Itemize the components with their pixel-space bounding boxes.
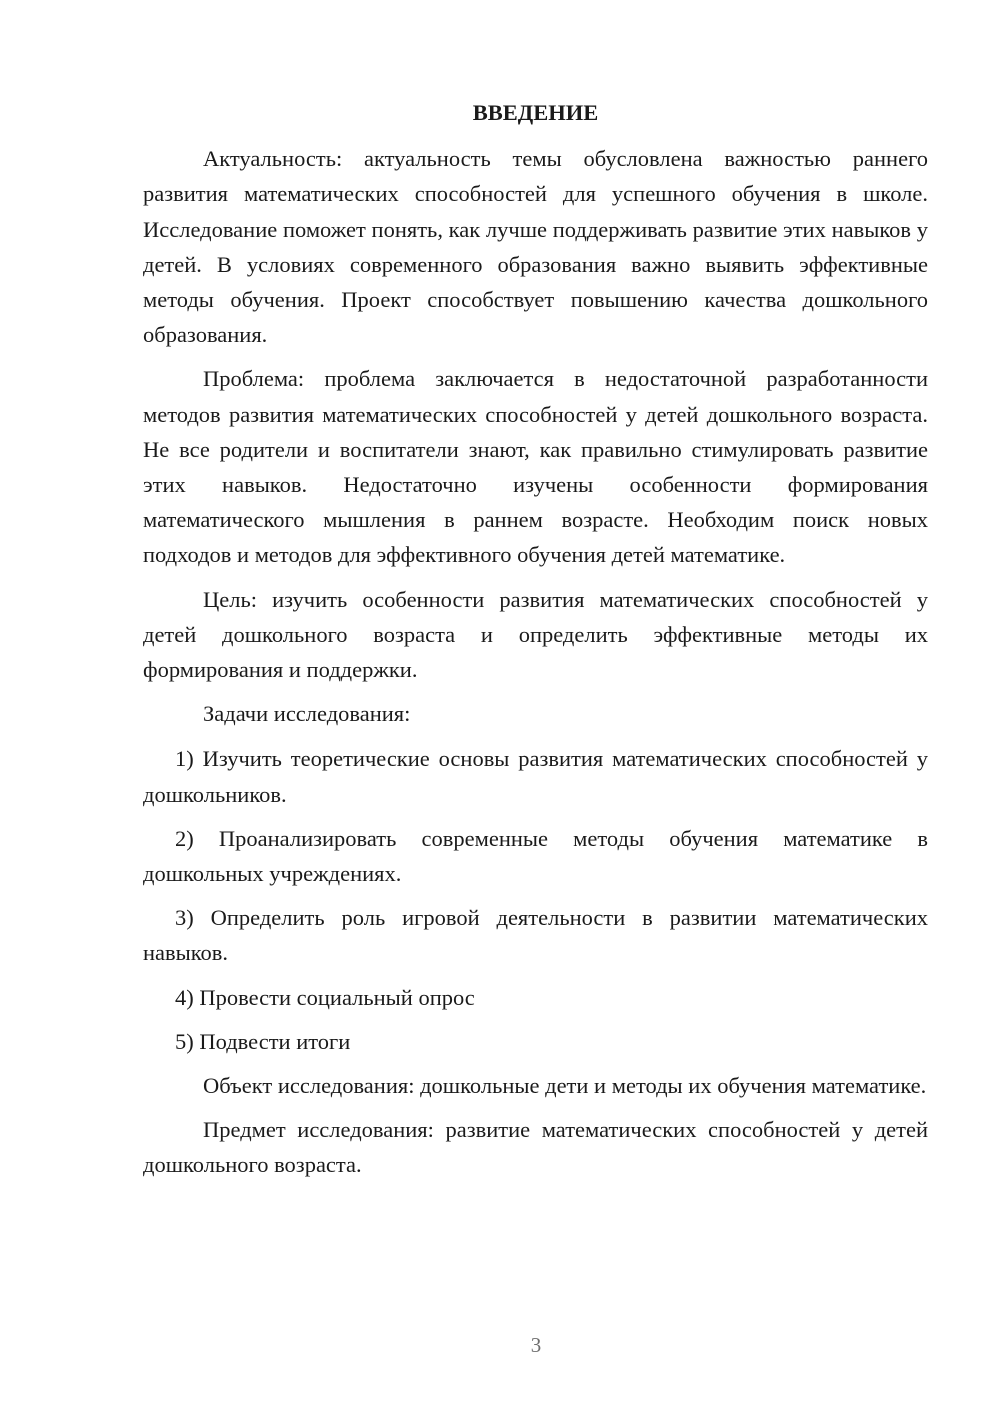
subject-paragraph: Предмет исследования: развитие математических способностей у детей дошкольного возраста.: [143, 1117, 928, 1178]
task-item: 5) Подвести итоги: [175, 1028, 351, 1054]
page-title: ВВЕДЕНИЕ: [472, 100, 599, 125]
page-number: 3: [530, 1333, 542, 1357]
problem-paragraph: Проблема: проблема заключается в недостаточной разработанности методов развития математических способностей у детей дошкольного возраста. Не все родители и воспитатели знают, как правильно стимулировать развитие этих навыков. Недостаточно изучены особенности формирования математического мышления в раннем возрасте. Необходим поиск новых подходов и методов для эффективного обучения детей математике.: [143, 366, 928, 568]
task-item: 4) Провести социальный опрос: [175, 984, 475, 1010]
goal-paragraph: Цель: изучить особенности развития математических способностей у детей дошкольного возраста и определить эффективные методы их формирования и поддержки.: [143, 586, 928, 683]
document-page: [143, 95, 928, 1192]
tasks-heading: Задачи исследования:: [203, 701, 411, 727]
task-item: 1) Изучить теоретические основы развития математических способностей у дошкольников.: [143, 746, 928, 807]
relevance-paragraph: Актуальность: актуальность темы обусловлена важностью раннего развития математических способностей для успешного обучения в школе. Исследование поможет понять, как лучше поддерживать развитие этих навыков у детей. В условиях современного образования важно выявить эффективные методы обучения. Проект способствует повышению качества дошкольного образования.: [143, 146, 928, 348]
object-paragraph: Объект исследования: дошкольные дети и методы их обучения математике.: [203, 1073, 927, 1099]
task-item: 2) Проанализировать современные методы обучения математике в дошкольных учреждениях.: [143, 825, 928, 887]
task-item: 3) Определить роль игровой деятельности в развитии математических навыков.: [143, 905, 928, 966]
